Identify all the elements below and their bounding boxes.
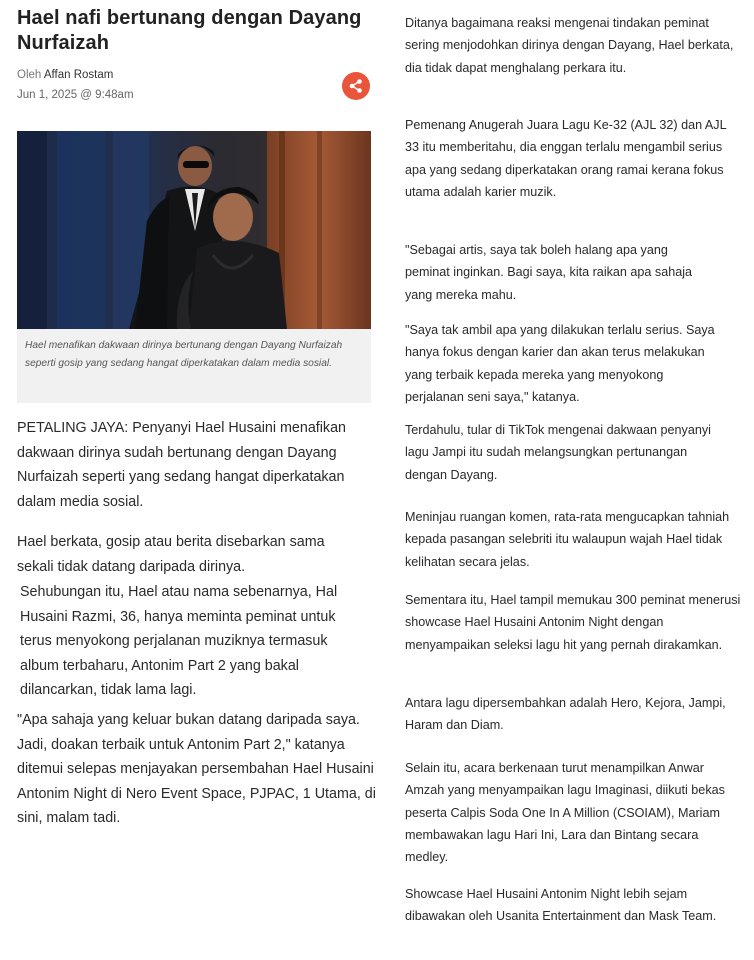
byline — [17, 68, 113, 82]
paragraph: "Apa sahaja yang keluar bukan datang daripada saya. Jadi, doakan terbaik untuk Antonim Part 2," katanya ditemui selepas menjayakan persembahan Hael Husaini Antonim Night di Nero Event Space, PJPAC, 1 Utama, di sini, malam tadi. — [17, 712, 376, 826]
byline-prefix: Oleh — [17, 69, 42, 81]
paragraph: Meninjau ruangan komen, rata-rata mengucapkan tahniah kepada pasangan selebriti itu walaupun wajah Hael tidak kelihatan secara jelas. — [405, 510, 730, 569]
article-photo — [17, 131, 371, 329]
paragraph: Antara lagu dipersembahkan adalah Hero, Kejora, Jampi, Haram dan Diam. — [405, 696, 726, 733]
paragraph: Showcase Hael Husaini Antonim Night lebih sejam dibawakan oleh Usanita Entertainment dan Mask Team. — [405, 887, 717, 924]
paragraph: PETALING JAYA: Penyanyi Hael Husaini menafikan dakwaan dirinya sudah bertunang dengan Dayang Nurfaizah seperti yang sedang hangat diperkatakan dalam media sosial. — [17, 420, 346, 510]
paragraph: Ditanya bagaimana reaksi mengenai tindakan peminat sering menjodohkan dirinya dengan Dayang, Hael berkata, dia tidak dapat menghalang perkara itu. — [405, 16, 734, 75]
paragraph: "Saya tak ambil apa yang dilakukan terlalu serius. Saya hanya fokus dengan karier dan akan terus melakukan yang terbaik kepada mereka yang menyokong perjalanan seni saya," katanya. — [405, 323, 715, 404]
paragraph: "Sebagai artis, saya tak boleh halang apa yang peminat inginkan. Bagi saya, kita raikan apa sahaja yang mereka mahu. — [405, 243, 693, 302]
paragraph: Sehubungan itu, Hael atau nama sebenarnya, Hal Husaini Razmi, 36, hanya meminta peminat untuk terus menyokong perjalanan muziknya termasuk album terbaharu, Antonim Part 2 yang bakal dilancarkan, tidak lama lagi. — [20, 584, 338, 698]
paragraph: Terdahulu, tular di TikTok mengenai dakwaan penyanyi lagu Jampi itu sudah melangsungkan pertunangan dengan Dayang. — [405, 423, 711, 482]
share-button[interactable] — [342, 72, 370, 100]
author-link[interactable]: Affan Rostam — [43, 69, 114, 81]
publish-date: Jun 1, 2025 @ 9:48am — [17, 89, 134, 101]
paragraph: Selain itu, acara berkenaan turut menampilkan Anwar Amzah yang menyampaikan lagu Imaginasi, diikuti bekas peserta Calpis Soda One In A Million (CSOIAM), Mariam membawakan lagu Hari Ini, Lara dan Bintang secara medley. — [405, 761, 725, 865]
photo-caption: Hael menafikan dakwaan dirinya bertunang dengan Dayang Nurfaizah seperti gosip yang sedang hangat diperkatakan dalam media sosial. — [17, 329, 371, 403]
paragraph: Hael berkata, gosip atau berita disebarkan sama sekali tidak datang daripada dirinya. — [17, 534, 325, 575]
paragraph: Pemenang Anugerah Juara Lagu Ke-32 (AJL 32) dan AJL 33 itu memberitahu, dia enggan terlalu mengambil serius apa yang sedang diperkatakan orang ramai kerana fokus utama adalah karier muzik. — [405, 118, 727, 199]
article-title: Hael nafi bertunang dengan Dayang Nurfaizah — [17, 7, 362, 54]
share-icon — [348, 78, 364, 94]
paragraph: Sementara itu, Hael tampil memukau 300 peminat menerusi showcase Hael Husaini Antonim Night dengan menyampaikan seleksi lagu hit yang pernah dirakamkan. — [405, 593, 741, 652]
